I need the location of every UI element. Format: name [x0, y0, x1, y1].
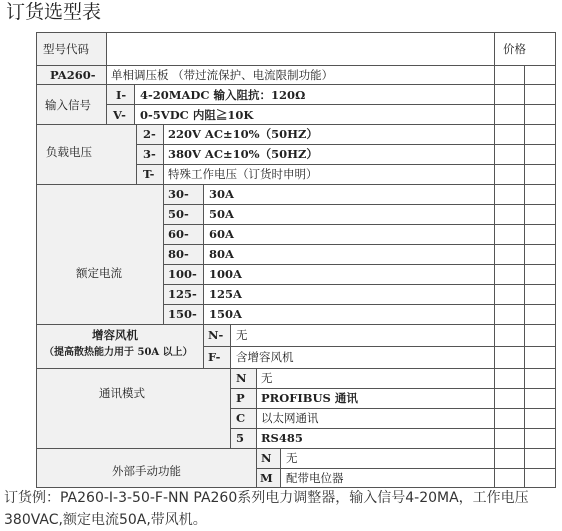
row-divider	[36, 324, 556, 325]
manual-code: M	[260, 471, 273, 485]
load-desc: 380V AC±10%（50HZ）	[168, 147, 318, 161]
comm-code: N	[236, 371, 247, 385]
load-code: T-	[143, 167, 155, 181]
row-divider	[163, 224, 556, 225]
col-divider	[163, 124, 164, 184]
input-desc: 4-20MADC 输入阻抗：120Ω	[140, 88, 306, 102]
load-voltage-label: 负载电压	[46, 145, 92, 159]
current-desc: 30A	[209, 187, 234, 201]
fan-code: F-	[208, 350, 221, 364]
row-divider	[230, 428, 556, 429]
page-title: 订货选型表	[6, 1, 102, 23]
comm-label: 通讯模式	[99, 386, 145, 400]
code-column-line	[106, 32, 107, 124]
fan-label: 增容风机	[92, 328, 138, 342]
comm-cell	[36, 368, 230, 448]
row-divider	[136, 164, 556, 165]
table-border	[36, 32, 556, 33]
row-divider	[163, 264, 556, 265]
current-code: 150-	[168, 307, 197, 321]
current-desc: 150A	[209, 307, 242, 321]
load-desc: 特殊工作电压（订货时申明）	[168, 167, 318, 181]
product-desc: 单相调压板 （带过流保护、电流限制功能）	[111, 68, 334, 82]
input-code: I-	[116, 88, 127, 102]
load-code: 3-	[143, 147, 156, 161]
header-price-label: 价格	[503, 42, 526, 56]
row-divider	[230, 388, 556, 389]
row-divider	[163, 204, 556, 205]
rated-current-cell	[36, 184, 163, 324]
comm-desc: 以太网通讯	[261, 411, 319, 425]
manual-code: N	[261, 451, 272, 465]
row-divider	[106, 104, 556, 105]
comm-code: C	[236, 411, 246, 425]
current-desc: 100A	[209, 267, 242, 281]
load-desc: 220V AC±10%（50HZ）	[168, 127, 318, 141]
load-code: 2-	[143, 127, 156, 141]
current-desc: 125A	[209, 287, 242, 301]
row-divider	[36, 448, 556, 449]
comm-code: P	[236, 391, 245, 405]
current-desc: 80A	[209, 247, 234, 261]
current-code: 80-	[168, 247, 189, 261]
order-example: 订货例：PA260-I-3-50-F-NN PA260系列电力调整器，输入信号4-20MA，工作电压380VAC,额定电流50A,带风机。	[4, 490, 529, 528]
current-code: 30-	[168, 187, 189, 201]
table-border	[555, 32, 556, 488]
row-divider	[163, 284, 556, 285]
input-code: V-	[113, 108, 126, 122]
comm-desc: 无	[261, 371, 273, 385]
table-border	[36, 32, 37, 488]
row-divider	[36, 368, 556, 369]
row-divider	[36, 65, 556, 66]
current-desc: 50A	[209, 207, 234, 221]
comm-desc: PROFIBUS 通讯	[261, 391, 358, 405]
current-code: 60-	[168, 227, 189, 241]
comm-code: 5	[236, 431, 245, 445]
fan-desc: 含增容风机	[236, 350, 294, 364]
row-divider	[36, 184, 556, 185]
fan-note: （提高散热能力用于 50A 以上）	[44, 347, 193, 358]
current-code: 100-	[168, 267, 197, 281]
row-divider	[163, 244, 556, 245]
manual-label: 外部手动功能	[112, 464, 181, 478]
row-divider	[136, 144, 556, 145]
price-column-line	[494, 32, 495, 488]
price-column-line	[524, 65, 525, 488]
input-signal-label: 输入信号	[45, 98, 91, 112]
product-code: PA260-	[50, 68, 96, 82]
col-divider	[136, 124, 137, 184]
current-code: 125-	[168, 287, 197, 301]
row-divider	[256, 468, 556, 469]
manual-desc: 无	[286, 451, 298, 465]
col-divider	[163, 184, 164, 324]
col-divider	[203, 184, 204, 324]
comm-desc: RS485	[261, 431, 303, 445]
row-divider	[163, 304, 556, 305]
row-divider	[230, 408, 556, 409]
input-desc: 0-5VDC 内阻≧10K	[140, 108, 254, 122]
row-divider	[36, 84, 556, 85]
fan-desc: 无	[236, 328, 248, 342]
fan-code: N-	[208, 328, 224, 342]
current-desc: 60A	[209, 227, 234, 241]
rated-current-label: 额定电流	[76, 266, 122, 280]
row-divider	[36, 124, 556, 125]
header-code-label: 型号代码	[43, 42, 89, 56]
row-divider	[203, 346, 556, 347]
current-code: 50-	[168, 207, 189, 221]
manual-desc: 配带电位器	[286, 471, 344, 485]
